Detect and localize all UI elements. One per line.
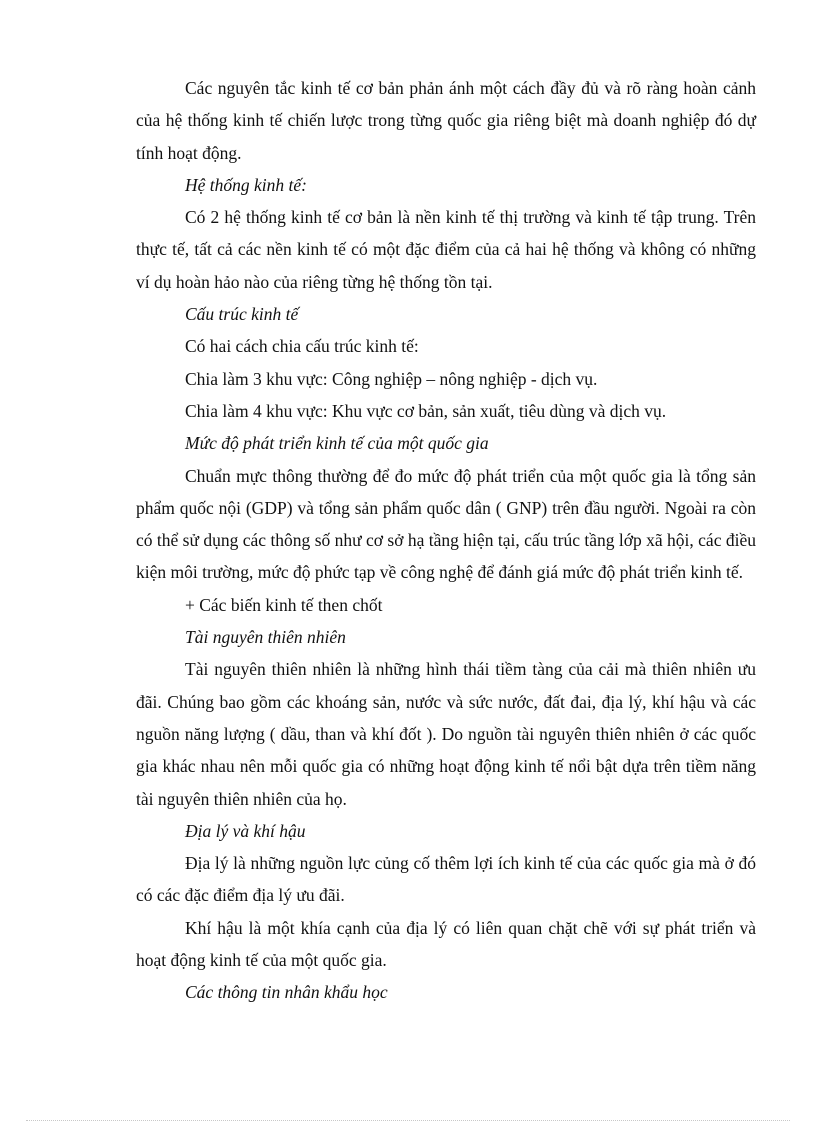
heading-natural-resources: Tài nguyên thiên nhiên <box>185 627 346 648</box>
footer-dotted-rule <box>26 1120 790 1121</box>
paragraph-economic-system: Có 2 hệ thống kinh tế cơ bản là nền kinh tế thị trường và kinh tế tập trung. Trên thực tế, tất cả các nền kinh tế có một đặc điểm của cả hai hệ thống và không có những ví dụ hoàn hảo nào của riêng từng hệ thống tồn tại. <box>136 207 756 292</box>
heading-development-level: Mức độ phát triển kinh tế của một quốc gia <box>185 433 489 454</box>
page-content <box>136 72 756 1009</box>
heading-economic-structure: Cấu trúc kinh tế <box>185 304 299 325</box>
heading-economic-system: Hệ thống kinh tế: <box>185 174 307 195</box>
paragraph-development-level: Chuẩn mực thông thường để đo mức độ phát triển của một quốc gia là tổng sản phẩm quốc nội (GDP) và tổng sản phẩm quốc dân ( GNP) trên đầu người. Ngoài ra còn có thể sử dụng các thông số như cơ sở hạ tầng hiện tại, cấu trúc tầng lớp xã hội, các điều kiện môi trường, mức độ phức tạp về công nghệ để đánh giá mức độ phát triển kinh tế. <box>136 465 756 583</box>
line-four-sectors: Chia làm 4 khu vực: Khu vực cơ bản, sản xuất, tiêu dùng và dịch vụ. <box>185 400 667 421</box>
heading-geography-climate: Địa lý và khí hậu <box>185 820 306 841</box>
paragraph-economic-principles: Các nguyên tắc kinh tế cơ bản phản ánh một cách đầy đủ và rõ ràng hoàn cảnh của hệ thống kinh tế chiến lược trong từng quốc gia riêng biệt mà doanh nghiệp đó dự tính hoạt động. <box>136 78 756 163</box>
line-key-variables: + Các biến kinh tế then chốt <box>185 594 383 615</box>
paragraph-natural-resources: Tài nguyên thiên nhiên là những hình thái tiềm tàng của cải mà thiên nhiên ưu đãi. Chúng bao gồm các khoáng sản, nước và sức nước, đất đai, địa lý, khí hậu và các nguồn năng lượng ( dầu, than và khí đốt ). Do nguồn tài nguyên thiên nhiên ở các quốc gia khác nhau nên mỗi quốc gia có những hoạt động kinh tế nổi bật dựa trên tiềm năng tài nguyên thiên nhiên của họ. <box>136 659 756 809</box>
paragraph-geography: Địa lý là những nguồn lực củng cố thêm lợi ích kinh tế của các quốc gia mà ở đó có các đặc điểm địa lý ưu đãi. <box>136 853 756 906</box>
line-structure-intro: Có hai cách chia cấu trúc kinh tế: <box>185 336 419 357</box>
paragraph-climate: Khí hậu là một khía cạnh của địa lý có liên quan chặt chẽ với sự phát triển và hoạt động kinh tế của một quốc gia. <box>136 917 756 971</box>
line-three-sectors: Chia làm 3 khu vực: Công nghiệp – nông nghiệp - dịch vụ. <box>185 368 598 389</box>
heading-demographics: Các thông tin nhân khẩu học <box>185 982 388 1003</box>
